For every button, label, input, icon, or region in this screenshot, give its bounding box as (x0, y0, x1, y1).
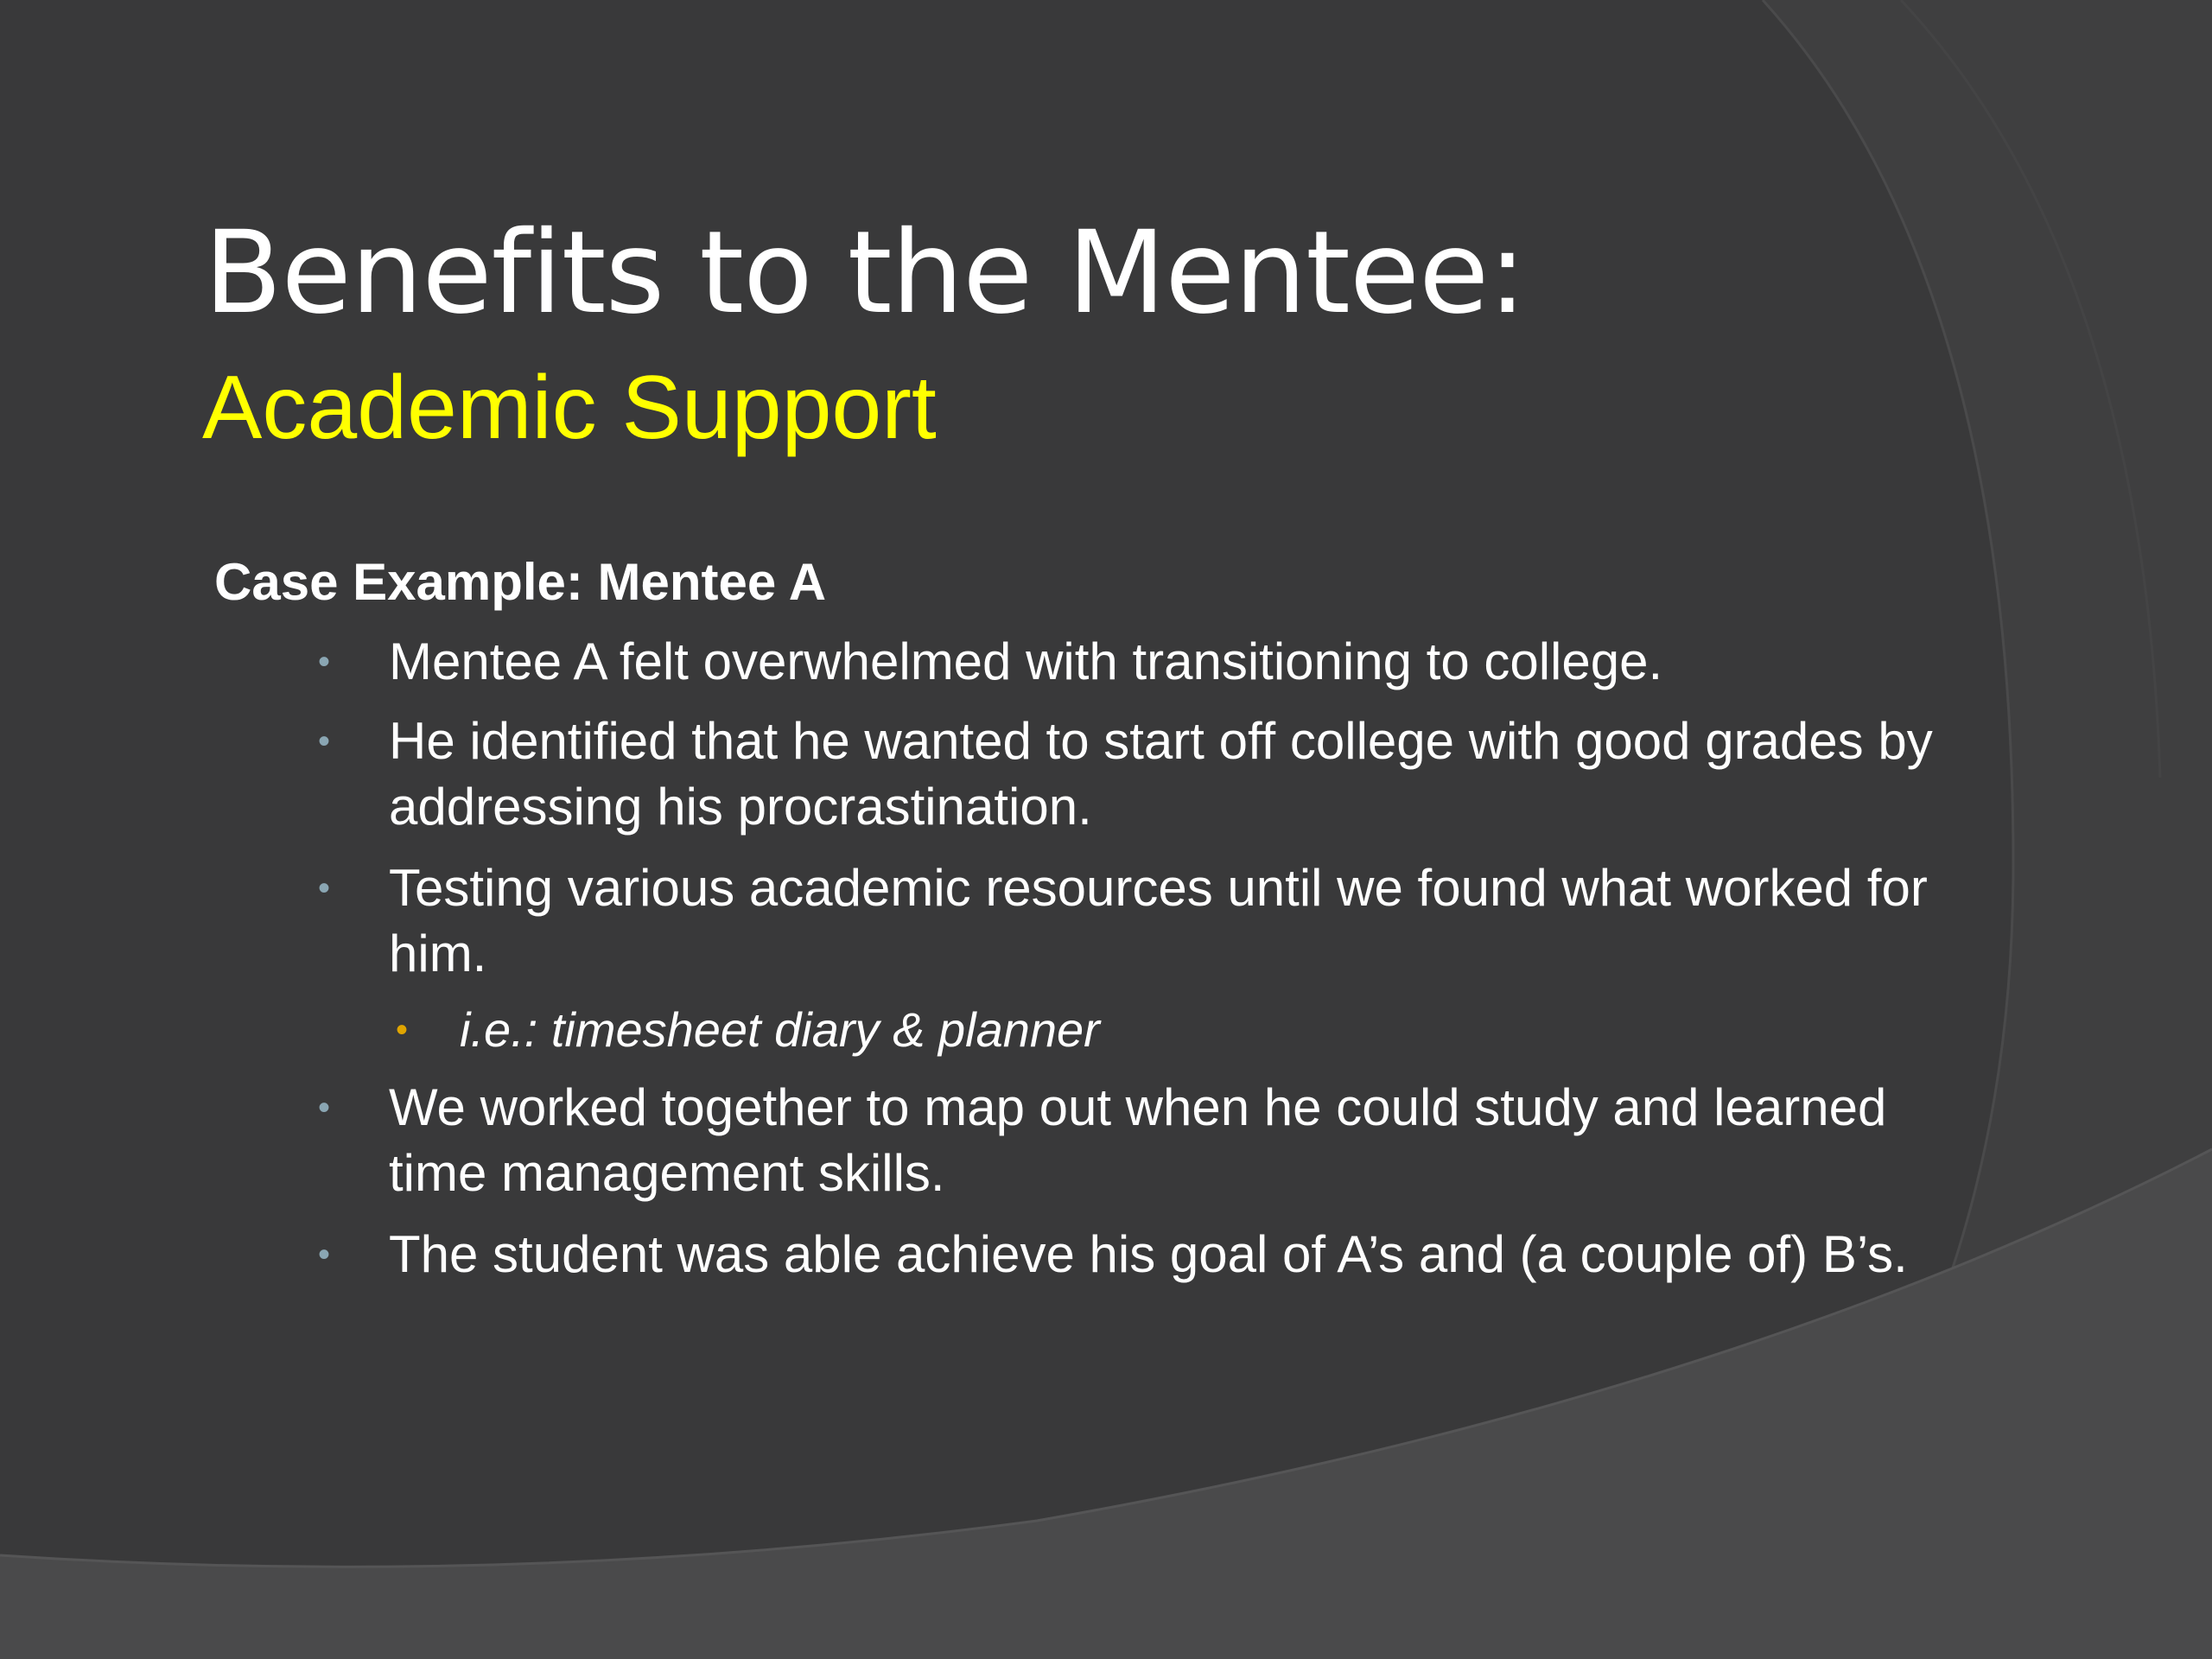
bullet-icon: • (318, 1236, 331, 1274)
bullet-item (318, 855, 1987, 987)
sub-bullet-text: i.e.: timesheet diary & planner (460, 1002, 1100, 1057)
bullet-icon: • (318, 722, 331, 760)
slide-title: Benefits to the Mentee: (204, 207, 1526, 340)
bullet-item (318, 1075, 1987, 1206)
bullet-text: Testing various academic resources until we found what worked for him. (389, 859, 1928, 982)
bullet-icon: • (318, 869, 331, 907)
sub-bullet-icon: • (396, 1011, 409, 1049)
bullet-item (318, 629, 1987, 695)
sub-bullet-item (396, 997, 1929, 1063)
bullet-item (318, 1222, 1987, 1287)
bullet-text: Mentee A felt overwhelmed with transitioning to college. (389, 632, 1663, 690)
slide-subtitle: Academic Support (202, 358, 937, 458)
bullet-text: We worked together to map out when he could study and learned time management skills. (389, 1078, 1887, 1202)
bullet-text: He identified that he wanted to start off college with good grades by addressing his procrastination. (389, 712, 1933, 836)
bullet-item (318, 709, 1987, 840)
bullet-icon: • (318, 643, 331, 681)
bullet-icon: • (318, 1089, 331, 1127)
bullet-text: The student was able achieve his goal of A’s and (a couple of) B’s. (389, 1225, 1908, 1283)
case-heading: Case Example: Mentee A (214, 553, 827, 611)
